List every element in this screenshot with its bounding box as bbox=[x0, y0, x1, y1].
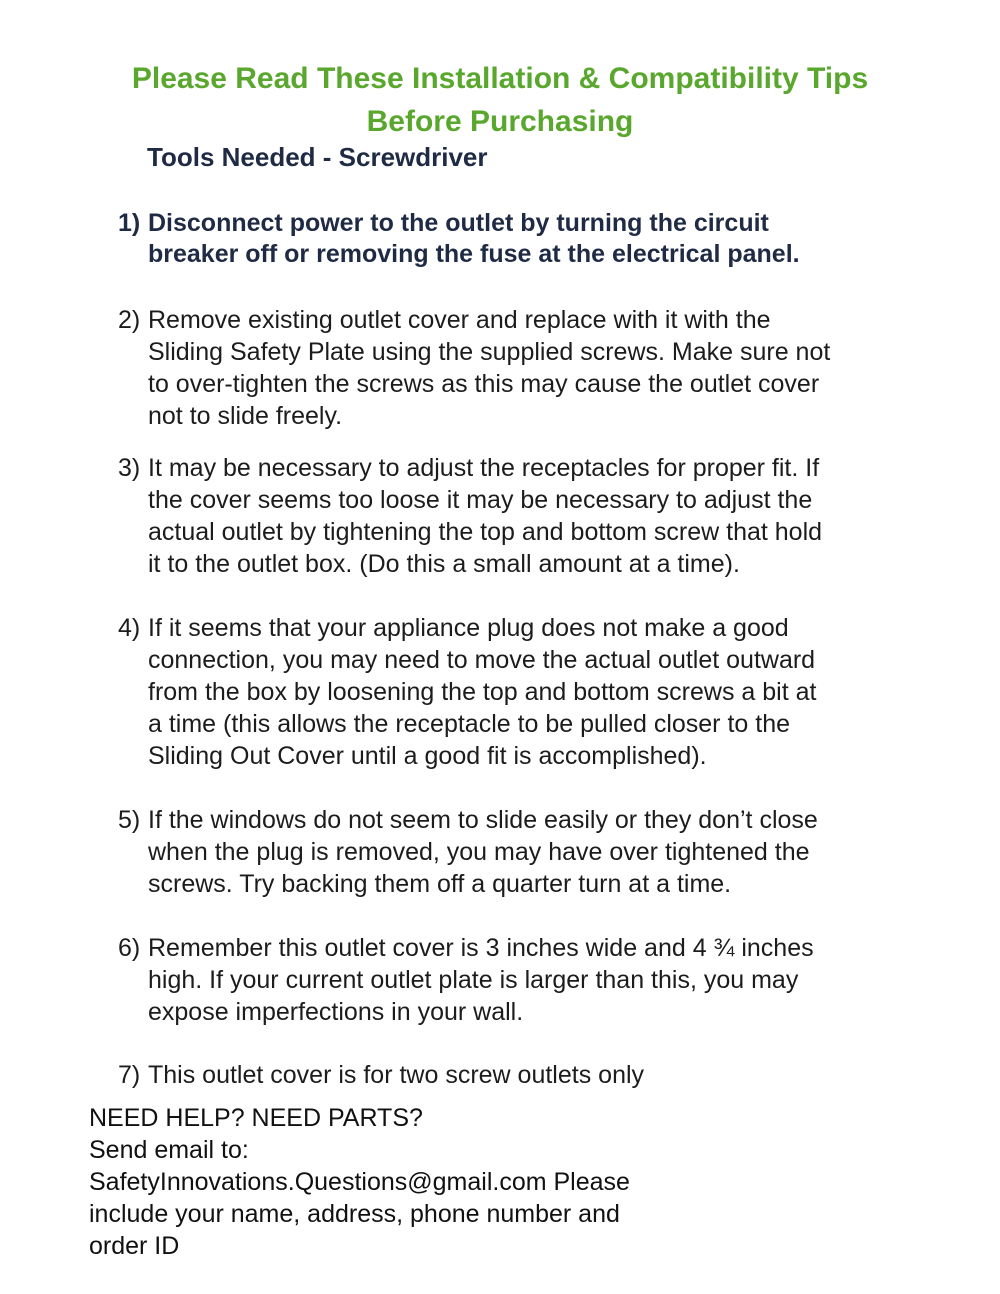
help-line: include your name, address, phone number and bbox=[89, 1200, 620, 1228]
help-line: order ID bbox=[89, 1232, 180, 1260]
step-number: 2) bbox=[118, 306, 141, 334]
tools-needed-heading: Tools Needed - Screwdriver bbox=[147, 142, 488, 172]
page-title-line-2: Before Purchasing bbox=[366, 105, 634, 138]
step-line: when the plug is removed, you may have over tightened the bbox=[148, 838, 810, 866]
step-line: Remember this outlet cover is 3 inches wide and 4 ¾ inches bbox=[148, 934, 814, 962]
help-contact-block bbox=[89, 1102, 709, 1262]
step-text bbox=[148, 1059, 918, 1091]
instruction-step-3 bbox=[118, 452, 918, 580]
step-number: 5) bbox=[118, 806, 141, 834]
step-line: connection, you may need to move the actual outlet outward bbox=[148, 646, 816, 674]
step-line: not to slide freely. bbox=[148, 402, 343, 430]
step-line: expose imperfections in your wall. bbox=[148, 998, 524, 1026]
step-number: 1) bbox=[118, 209, 141, 237]
help-line: Send email to: bbox=[89, 1136, 249, 1164]
step-text bbox=[148, 208, 918, 270]
step-number: 6) bbox=[118, 934, 141, 962]
step-line: Sliding Out Cover until a good fit is accomplished). bbox=[148, 742, 707, 770]
page-title-line-1: Please Read These Installation & Compatibility Tips bbox=[131, 62, 869, 95]
step-line: breaker off or removing the fuse at the electrical panel. bbox=[148, 240, 800, 268]
step-number: 7) bbox=[118, 1061, 141, 1089]
step-line: If the windows do not seem to slide easily or they don’t close bbox=[148, 806, 818, 834]
instruction-step-4 bbox=[118, 612, 918, 772]
step-line: the cover seems too loose it may be necessary to adjust the bbox=[148, 486, 813, 514]
step-number: 3) bbox=[118, 454, 141, 482]
support-email: SafetyInnovations.Questions@gmail.com Please bbox=[89, 1168, 630, 1196]
instruction-step-5 bbox=[118, 804, 918, 900]
step-text bbox=[148, 452, 918, 580]
step-line: This outlet cover is for two screw outlets only bbox=[148, 1061, 645, 1089]
step-line: a time (this allows the receptacle to be pulled closer to the bbox=[148, 710, 791, 738]
step-line: It may be necessary to adjust the receptacles for proper fit. If bbox=[148, 454, 820, 482]
step-line: from the box by loosening the top and bottom screws a bit at bbox=[148, 678, 817, 706]
step-line: to over-tighten the screws as this may cause the outlet cover bbox=[148, 370, 820, 398]
step-line: Sliding Safety Plate using the supplied screws. Make sure not bbox=[148, 338, 831, 366]
instruction-step-2 bbox=[118, 304, 918, 432]
step-line: it to the outlet box. (Do this a small amount at a time). bbox=[148, 550, 740, 578]
step-line: If it seems that your appliance plug does not make a good bbox=[148, 614, 789, 642]
step-line: actual outlet by tightening the top and bottom screw that hold bbox=[148, 518, 823, 546]
step-number: 4) bbox=[118, 614, 141, 642]
instruction-step-7 bbox=[118, 1059, 918, 1091]
step-text bbox=[148, 304, 918, 432]
step-line: Remove existing outlet cover and replace with it with the bbox=[148, 306, 771, 334]
step-text bbox=[148, 612, 918, 772]
step-text bbox=[148, 804, 918, 900]
step-line: Disconnect power to the outlet by turning the circuit bbox=[148, 209, 769, 237]
step-line: high. If your current outlet plate is larger than this, you may bbox=[148, 966, 799, 994]
instruction-step-1 bbox=[118, 208, 918, 270]
instruction-step-6 bbox=[118, 932, 918, 1028]
step-line: screws. Try backing them off a quarter turn at a time. bbox=[148, 870, 732, 898]
help-heading: NEED HELP? NEED PARTS? bbox=[89, 1104, 423, 1132]
step-text bbox=[148, 932, 918, 1028]
